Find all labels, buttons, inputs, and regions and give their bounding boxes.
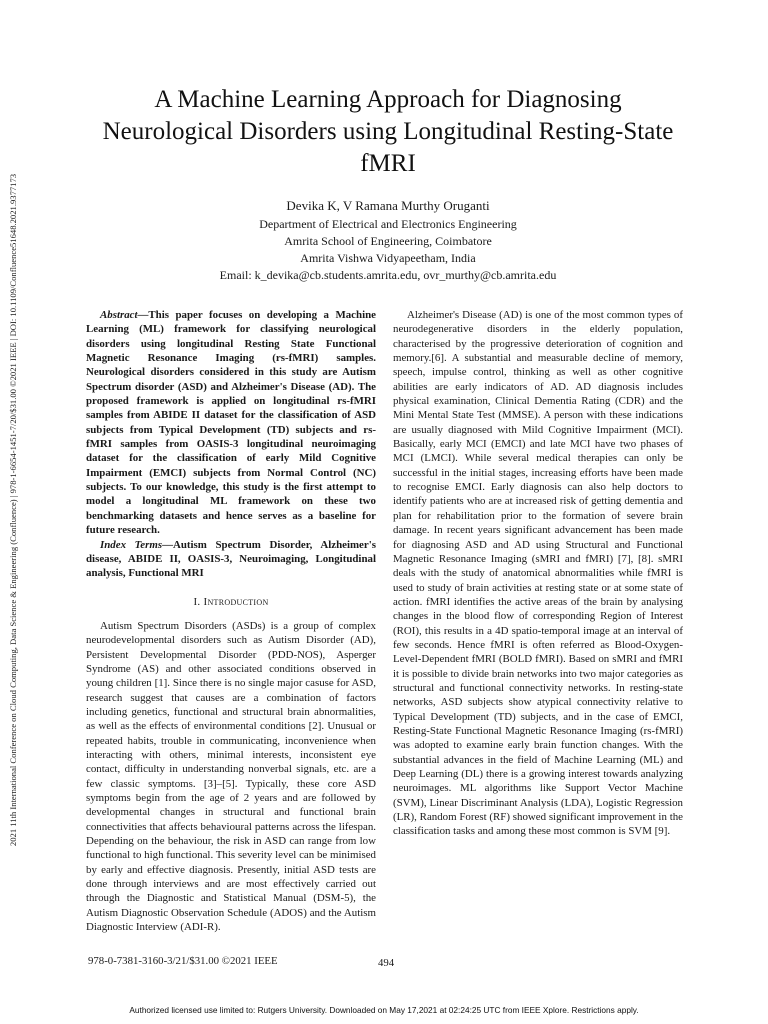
- conference-doi-text: 2021 11th International Conference on Cloud Computing, Data Science & Engineering (Confluence) | 978-1-6654-1451-7/20/$31.00 ©2021 IEEE | DOI: 10.1109/Confluence51648.2021.9377173: [8, 173, 18, 847]
- paper-title: A Machine Learning Approach for Diagnosing Neurological Disorders using Longitudinal Resting-State fMRI: [102, 86, 674, 177]
- author-school: Amrita School of Engineering, Coimbatore: [284, 234, 492, 248]
- license-notice: Authorized licensed use limited to: Rutgers University. Downloaded on May 17,2021 at 02:24:25 UTC from IEEE Xplore. Restrictions apply.: [129, 1005, 639, 1015]
- author-department: Department of Electrical and Electronics Engineering: [259, 217, 517, 231]
- intro-paragraph: Autism Spectrum Disorders (ASDs) is a group of complex neurodevelopmental disorders such as Autism Disorder (AD), Persistent Developmental Disorder (PDD-NOS), Asperger Syndrome (AS) and other associated conditions observed in young children [1]. Since there is no single major casuse for ASD, research suggest that causes are a combination of factors including genetics, functional and structural brain abnormalities, as well as the effects of environmental conditions [2]. Unusual or repeated habits, trouble in communicating, inconvenience when interacting with others, minimal interests, inconsistent eye contact, difficulty in understanding nonverbal signals, etc. are a few classic symptoms. [3]–[5]. Typically, these core ASD symptoms begin from the age of 2 years and are followed by developmental changes in structural and functional brain connectivities that affects behavioural patterns across the lifespan. Depending on the behaviour, the risk in ASD can range from low functional to high functional. This severity level can be minimised by early and effective diagnosis. Presently, initial ASD tests are done through interviews and are most effectively carried out through the Diagnostic and Statistical Manual (DSM-5), the Autism Diagnostic Observation Schedule (ADOS) and the Autism Diagnostic Interview (ADI-R).: [86, 619, 376, 934]
- abstract: [86, 308, 376, 538]
- author-email: Email: k_devika@cb.students.amrita.edu, ovr_murthy@cb.amrita.edu: [219, 268, 557, 282]
- left-column: [86, 308, 376, 934]
- right-paragraph: Alzheimer's Disease (AD) is one of the most common types of neurodegenerative disorders in the elderly population, characterised by the progressive deterioration of cognition and memory.[6]. A substantial and measurable decline of memory, speech, impulse control, thinking as well as other cognitive abilities are early indicators of AD. AD diagnosis includes physical examination, Clinical Dementia Rating (CDR) and the Mini Mental State Test (MMSE). A person with these indications are usually diagnosed with Mild Cognitive Impairment (MCI). Basically, early MCI (EMCI) and late MCI have two phases of MCI (LMCI). While several medical therapies can only be successful in the initial stages, increasing efforts have been made to recognise EMCI. Early diagnosis can also help doctors to identify patients who are at increased risk of getting dementia and plan for rehabilitation prior to the formation of severe brain damage. In recent years significant advancement has been made for diagnosing ASD and AD using Structural and Functional Magnetic Resonance Imaging (sMRI and fMRI) [7], [8]. sMRI deals with the study of anatomical abnormalities while fMRI is used to study of brain activities at resting state or at some state of action. fMRI identifies the active areas of the brain by analysing changes in the blood flow of corresponding Region of Interest (ROI), this results in a 4D spatio-temporal image at an interval of few seconds. Hence fMRI is often referred as Blood-Oxygen-Level-Dependent fMRI (BOLD fMRI). Based on sMRI and fMRI it is possible to divide brain networks into two major categories as structural and functional connectivity networks. In resting-state networks, ASD subjects show atypical connectivity relative to Typical Development (TD) subjects, and in the case of EMCI, Resting-State Functional Magnetic Resonance Imaging (rs-fMRI) was adopted to examine early brain function changes. With the substantial advances in the field of Machine Learning (ML) and Deep Learning (DL) there is a growing interest towards analyzing neuroimages. ML algorithms like Support Vector Machine (SVM), Linear Discriminant Analysis (LDA), Logistic Regression (LR), Random Forest (RF) showed significant improvement in the classification tasks and among these most common is SVM [9].: [393, 309, 683, 838]
- author-block: [90, 196, 686, 284]
- index-terms-label: Index Terms: [100, 538, 163, 551]
- abstract-label: Abstract: [100, 309, 138, 321]
- section-number: I.: [193, 595, 201, 608]
- footer-isbn: 978-0-7381-3160-3/21/$31.00 ©2021 IEEE: [88, 955, 278, 967]
- abstract-text: —This paper focuses on developing a Machine Learning (ML) framework for classifying neurological disorders using longitudinal Resting State Functional Magnetic Resonance Imaging (rs-fMRI) samples. Neurological disorders considered in this study are Autism Spectrum disorder (ASD) and Alzheimer's Disease (AD). The proposed framework is applied on longitudinal rs-fMRI samples from ABIDE II dataset for the classification of ASD subjects from Typical Development (TD) subjects and rs-fMRI samples from OASIS-3 longitudinal neuroimaging dataset for the classification of early Mild Cognitive Impairment (EMCI) subjects from Normal Control (NC) subjects. To our knowledge, this study is the first attempt to model a longitudinal ML framework on these two benchmarking datasets and hence serves as a baseline for future research.: [86, 309, 376, 537]
- index-terms: [86, 538, 376, 581]
- section-heading: [86, 595, 376, 609]
- index-terms-text: —Autism Spectrum Disorder, Alzheimer's disease, ABIDE II, OASIS-3, Neuroimaging, Longitudinal analysis, Functional MRI: [86, 538, 376, 580]
- page-number: 494: [378, 957, 395, 969]
- section-title: Introduction: [203, 595, 269, 608]
- conference-doi-sidebar: [4, 100, 22, 920]
- right-column: [393, 308, 683, 839]
- author-names: Devika K, V Ramana Murthy Oruganti: [286, 198, 490, 213]
- author-university: Amrita Vishwa Vidyapeetham, India: [300, 251, 476, 265]
